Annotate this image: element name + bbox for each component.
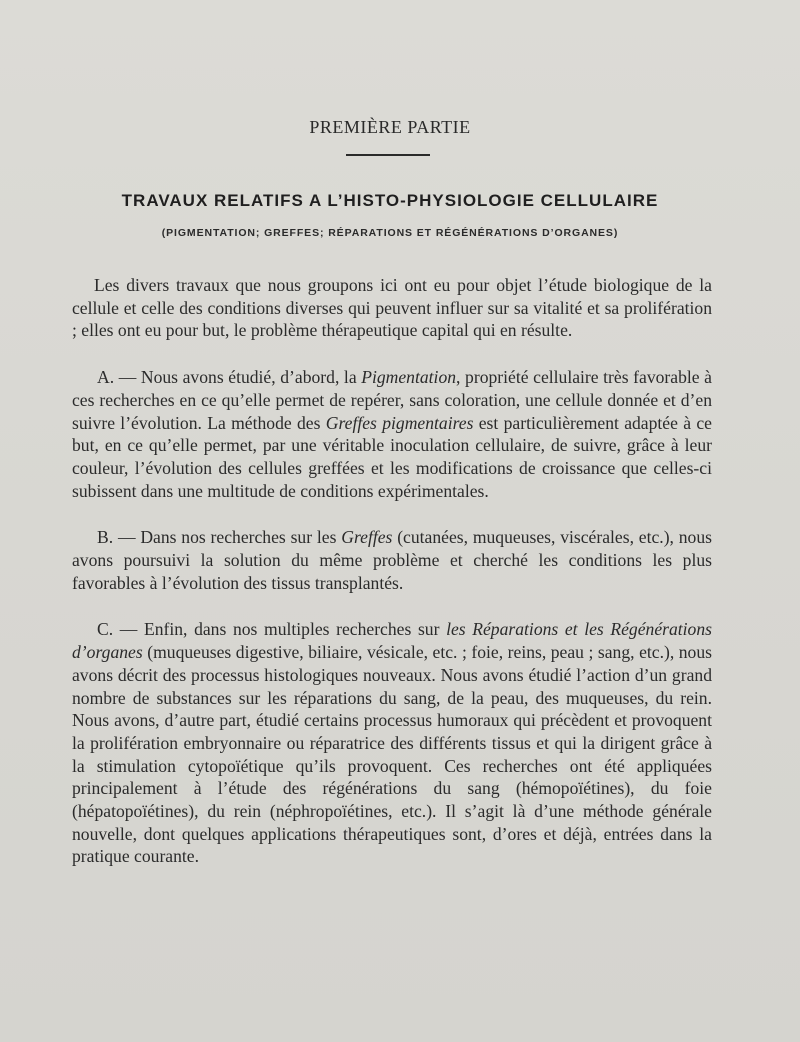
main-heading: TRAVAUX RELATIFS A L’HISTO-PHYSIOLOGIE CELLULAIRE [121,191,659,210]
paragraph-c [72,618,712,868]
paragraph-a [72,366,712,502]
paragraph-b-text-1: B. — Dans nos recherches sur les [97,527,342,548]
part-title: PREMIÈRE PARTIE [309,117,471,137]
paragraph-a-italic-2: Greffes pigmentaires [325,412,474,433]
paragraph-c-italic-1: les Réparations et les Régénérations d’organes [72,619,712,663]
paragraph-b-text-2: (cutanées, muqueuses, viscérales, etc.), nous avons poursuivi la solution du même problème et cherché les conditions les plus favorables à l’évolution des tissus transplantés. [72,527,712,593]
paragraph-b-italic-1: Greffes [341,527,393,548]
paragraph-a-text-1: A. — Nous avons étudié, d’abord, la [97,367,362,388]
paragraph-a-text-3: est particulièrement adaptée à ce but, en ce qu’elle permet, par une véritable inoculation cellulaire, de suivre, grâce à leur couleur, l’évolution des cellules greffées et les modifications de croissance que celles-ci subissent dans une multitude de conditions expérimentales. [72,412,712,501]
intro-paragraph: Les divers travaux que nous groupons ici ont eu pour objet l’étude biologique de la cellule et celle des conditions diverses qui peuvent influer sur sa vitalité et sa prolifération ; elles ont eu pour but, le problème thérapeutique capital qui en résulte. [72,275,712,341]
sub-heading: (PIGMENTATION; GREFFES; RÉPARATIONS ET RÉGÉNÉRATIONS D’ORGANES) [161,227,619,239]
body-text [72,274,712,892]
paragraph-c-text-1: C. — Enfin, dans nos multiples recherches sur [97,619,447,640]
paragraph-a-italic-1: Pigmentation [361,367,457,388]
paragraph-c-text-2: (muqueuses digestive, biliaire, vésicale, etc. ; foie, reins, peau ; sang, etc.), nous avons décrit des processus histologiques nouveaux. Nous avons étudié l’action d’un grand nombre de substances sur les réparations du sang, de la peau, des muqueuses, du rein. Nous avons, d’autre part, étudié certains processus humoraux qui précèdent et provoquent la prolifération embryonnaire ou réparatrice des différents tissus et qui la dirigent grâce à la stimulation cytopoïétique qu’ils provoquent. Ces recherches ont été appliquées principalement à l’étude des régénérations du sang (hémopoïétines), du foie (hépatopoïétines), du rein (néphropoïétines, etc.). Il s’agit là d’une méthode générale nouvelle, dont quelques applications thérapeutiques sont, d’ores et déjà, entrées dans la pratique courante. [72,642,712,867]
paragraph-a-text-2: , propriété cellulaire très favorable à ces recherches en ce qu’elle permet de repérer, sans coloration, une cellule donnée et d’en suivre l’évolution. La méthode des [72,367,712,433]
title-rule [346,154,430,156]
paragraph-b [72,526,712,594]
